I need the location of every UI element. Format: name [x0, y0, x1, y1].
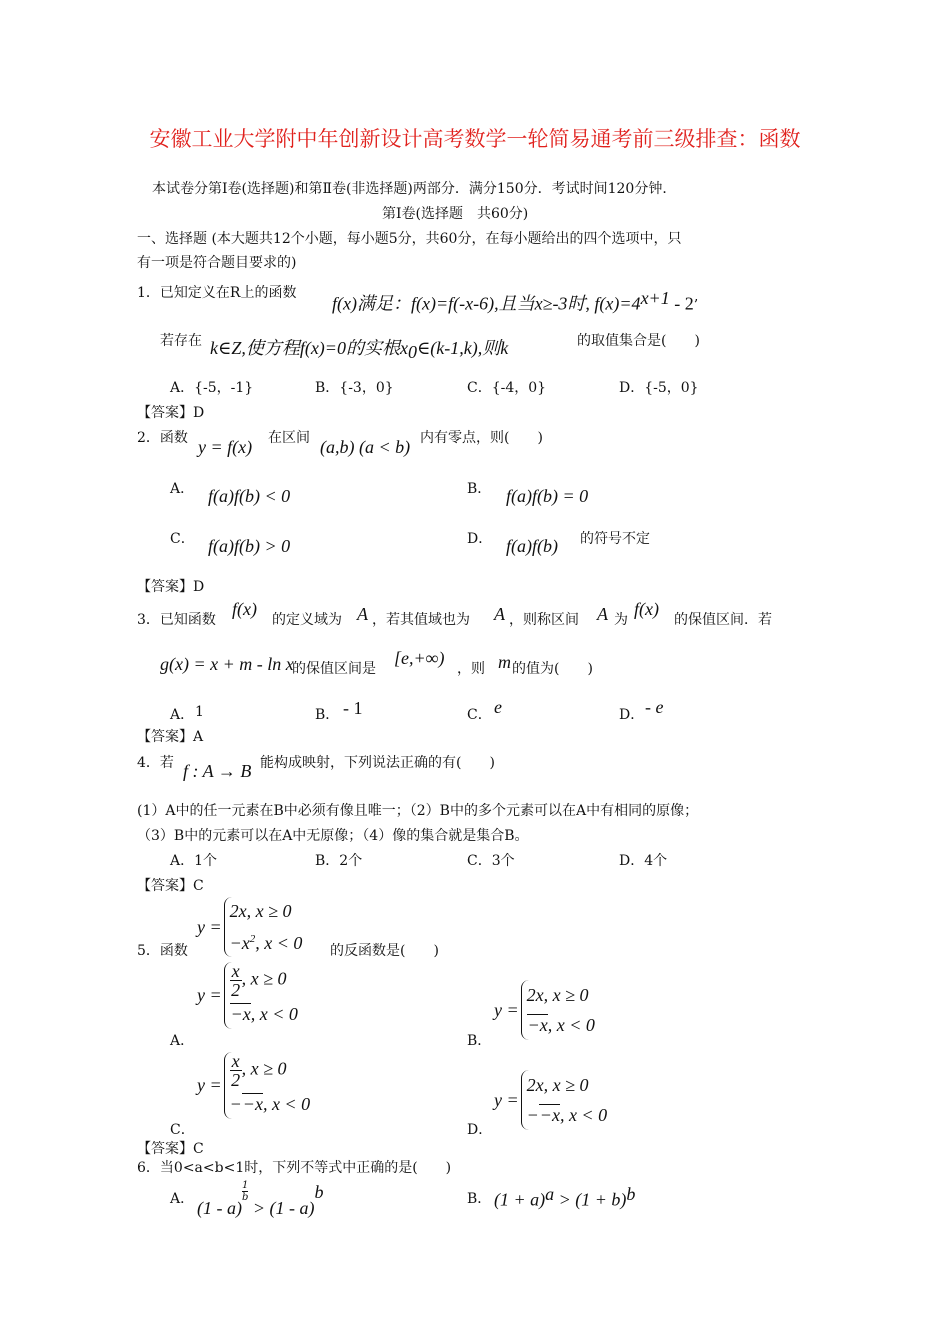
q5-c-cases: $\frac{x}{2}$ , x ≥ 0 −−x, x < 0	[224, 1052, 310, 1119]
q4-answer: 【答案】C	[137, 878, 204, 894]
q5-option-b[interactable]	[494, 980, 595, 1040]
q1-stem: 1．已知定义在R上的函数	[137, 285, 297, 301]
q1-option-d[interactable]: D．{-5，0}	[619, 380, 699, 396]
q1-comma: ’	[693, 297, 699, 314]
q2-option-d-tail: 的符号不定	[580, 531, 650, 547]
q3-set-a-2: A	[494, 604, 505, 624]
q3-text6: 的保值区间是	[292, 661, 376, 677]
q5-label-d: D．	[467, 1122, 493, 1138]
q3-text7: ，则	[457, 661, 485, 677]
q3-text1: 的定义域为	[272, 612, 342, 628]
q4-option-c[interactable]: C．3个	[467, 853, 515, 869]
q1-line2-suffix: 的取值集合是( )	[577, 333, 700, 349]
section-instructions-line2: 有一项是符合题目要求的)	[137, 255, 297, 271]
q3-m: m	[498, 652, 511, 672]
q3-label-b: B．	[315, 707, 340, 723]
q1-line2-math	[210, 334, 508, 363]
q4-option-b[interactable]: B．2个	[315, 853, 363, 869]
q3-label-c: C．	[467, 707, 492, 723]
q2-label-a: A．	[170, 481, 195, 497]
q2-function: y = f(x)	[198, 437, 253, 457]
q3-fx: f(x)	[232, 599, 257, 619]
q3-range: [e,+∞)	[394, 648, 445, 668]
q1-math1-tail: - 2	[669, 293, 694, 314]
q3-set-a-1: A	[357, 604, 368, 624]
q3-text8: 的值为( )	[512, 661, 593, 677]
q5-case2: $-x^2$, x < 0	[229, 933, 303, 953]
q3-text3: ，则称区间	[509, 612, 579, 628]
q1-math2: k∈Z,使方程f(x)=0的实根x	[210, 338, 408, 358]
q3-answer: 【答案】A	[137, 729, 204, 745]
q3-label-d: D．	[619, 707, 645, 723]
q2-option-c[interactable]: f(a)f(b) > 0	[208, 536, 291, 556]
section-instructions-line1: 一、选择题 (本大题共12个小题，每小题5分，共60分，在每小题给出的四个选项中，只	[137, 231, 682, 247]
q2-stem-end: 内有零点，则( )	[420, 430, 543, 446]
q3-g-function: g(x) = x + m - ln x	[160, 654, 294, 674]
q5-function	[197, 897, 302, 957]
q5-stem-end: 的反函数是( )	[330, 943, 439, 959]
q2-option-b[interactable]: f(a)f(b) = 0	[506, 486, 589, 506]
q2-interval: (a,b) (a < b)	[320, 437, 411, 457]
q5-cases	[224, 897, 303, 957]
q4-option-a[interactable]: A．1个	[170, 853, 218, 869]
q2-option-a[interactable]: f(a)f(b) < 0	[208, 486, 291, 506]
q5-label-a: A．	[170, 1033, 195, 1049]
q4-option-d[interactable]: D．4个	[619, 853, 668, 869]
q6-option-a[interactable]: (1 - a) $\frac{1}{b}$ > (1 - a)$^b$	[197, 1180, 324, 1218]
q5-b-y: y =	[494, 999, 519, 1020]
q5-c-y: y =	[197, 1075, 222, 1095]
q5-case1: 2x, x ≥ 0	[229, 901, 292, 921]
q1-answer: 【答案】D	[137, 405, 205, 421]
q2-stem-mid: 在区间	[268, 430, 310, 446]
q5-d-cases: 2x, x ≥ 0 −−x, x < 0	[521, 1070, 607, 1130]
q1-exponent: x+1	[640, 288, 670, 308]
q5-stem: 5．函数	[137, 943, 188, 959]
q5-answer: 【答案】C	[137, 1141, 204, 1157]
q6-label-b: B．	[467, 1191, 492, 1207]
q1-subscript: 0	[407, 341, 417, 362]
q3-text4: 为	[614, 612, 628, 628]
q5-d-y: y =	[494, 1089, 519, 1110]
q3-option-a[interactable]: 1	[195, 704, 204, 720]
q3-text2: ，若其值域也为	[372, 612, 470, 628]
q6-option-b[interactable]: $(1 + a)^a > (1 + b)^b$	[494, 1184, 636, 1210]
q1-option-b[interactable]: B．{-3，0}	[315, 380, 394, 396]
q5-option-a[interactable]	[197, 962, 298, 1029]
q1-option-a[interactable]: A．{-5，-1}	[170, 380, 254, 396]
q1-option-c[interactable]: C．{-4，0}	[467, 380, 547, 396]
q5-a-y: y =	[197, 985, 222, 1005]
q4-statements-line2: （3）B中的元素可以在A中无原像；（4）像的集合就是集合B。	[137, 828, 529, 844]
q4-mapping: f : A → B	[183, 761, 252, 781]
q3-stem: 3．已知函数	[137, 612, 216, 628]
q6-stem: 6．当0<a<b<1时，下列不等式中正确的是( )	[137, 1160, 452, 1176]
document-title: 安徽工业大学附中年创新设计高考数学一轮简易通考前三级排查：函数	[149, 127, 801, 151]
q3-option-c[interactable]: e	[494, 697, 502, 717]
q1-math1: f(x)满足：f(x)=f(-x-6),且当x≥-3时, f(x)=4	[332, 293, 641, 314]
q3-fx-2: f(x)	[634, 599, 659, 619]
q5-y: y =	[197, 916, 222, 937]
q2-option-d[interactable]: f(a)f(b)	[506, 536, 558, 556]
q2-label-b: B．	[467, 481, 492, 497]
q2-stem: 2．函数	[137, 430, 188, 446]
q6-label-a: A．	[170, 1191, 195, 1207]
q4-statements-line1: (1）A中的任一元素在B中必须有像且唯一；（2）B中的多个元素可以在A中有相同的原像；	[137, 803, 699, 819]
q5-option-c[interactable]	[197, 1052, 310, 1119]
q2-label-c: C．	[170, 531, 195, 547]
q3-option-b[interactable]: - 1	[343, 698, 363, 718]
exam-intro: 本试卷分第Ⅰ卷(选择题)和第Ⅱ卷(非选择题)两部分．满分150分．考试时间120分钟．	[152, 181, 677, 197]
q4-stem: 4．若	[137, 755, 174, 771]
q3-text5: 的保值区间．若	[674, 612, 772, 628]
part-one-heading: 第Ⅰ卷(选择题 共60分)	[382, 206, 529, 222]
q5-label-c: C．	[170, 1122, 195, 1138]
q1-math2-tail: ∈(k-1,k),则k	[416, 338, 509, 358]
q5-b-cases: 2x, x ≥ 0 −x, x < 0	[521, 980, 595, 1040]
q4-stem-end: 能构成映射，下列说法正确的有( )	[260, 755, 495, 771]
q5-option-d[interactable]	[494, 1070, 607, 1130]
q3-option-d[interactable]: - e	[645, 697, 664, 717]
q3-label-a: A．	[170, 707, 195, 723]
q3-set-a-3: A	[597, 604, 608, 624]
q5-a-cases: $\frac{x}{2}$ , x ≥ 0 −x, x < 0	[224, 962, 298, 1029]
q5-label-b: B．	[467, 1033, 492, 1049]
q1-line2-prefix: 若存在	[160, 333, 202, 349]
q2-answer: 【答案】D	[137, 579, 205, 595]
q1-condition-math	[332, 288, 698, 316]
q2-label-d: D．	[467, 531, 493, 547]
